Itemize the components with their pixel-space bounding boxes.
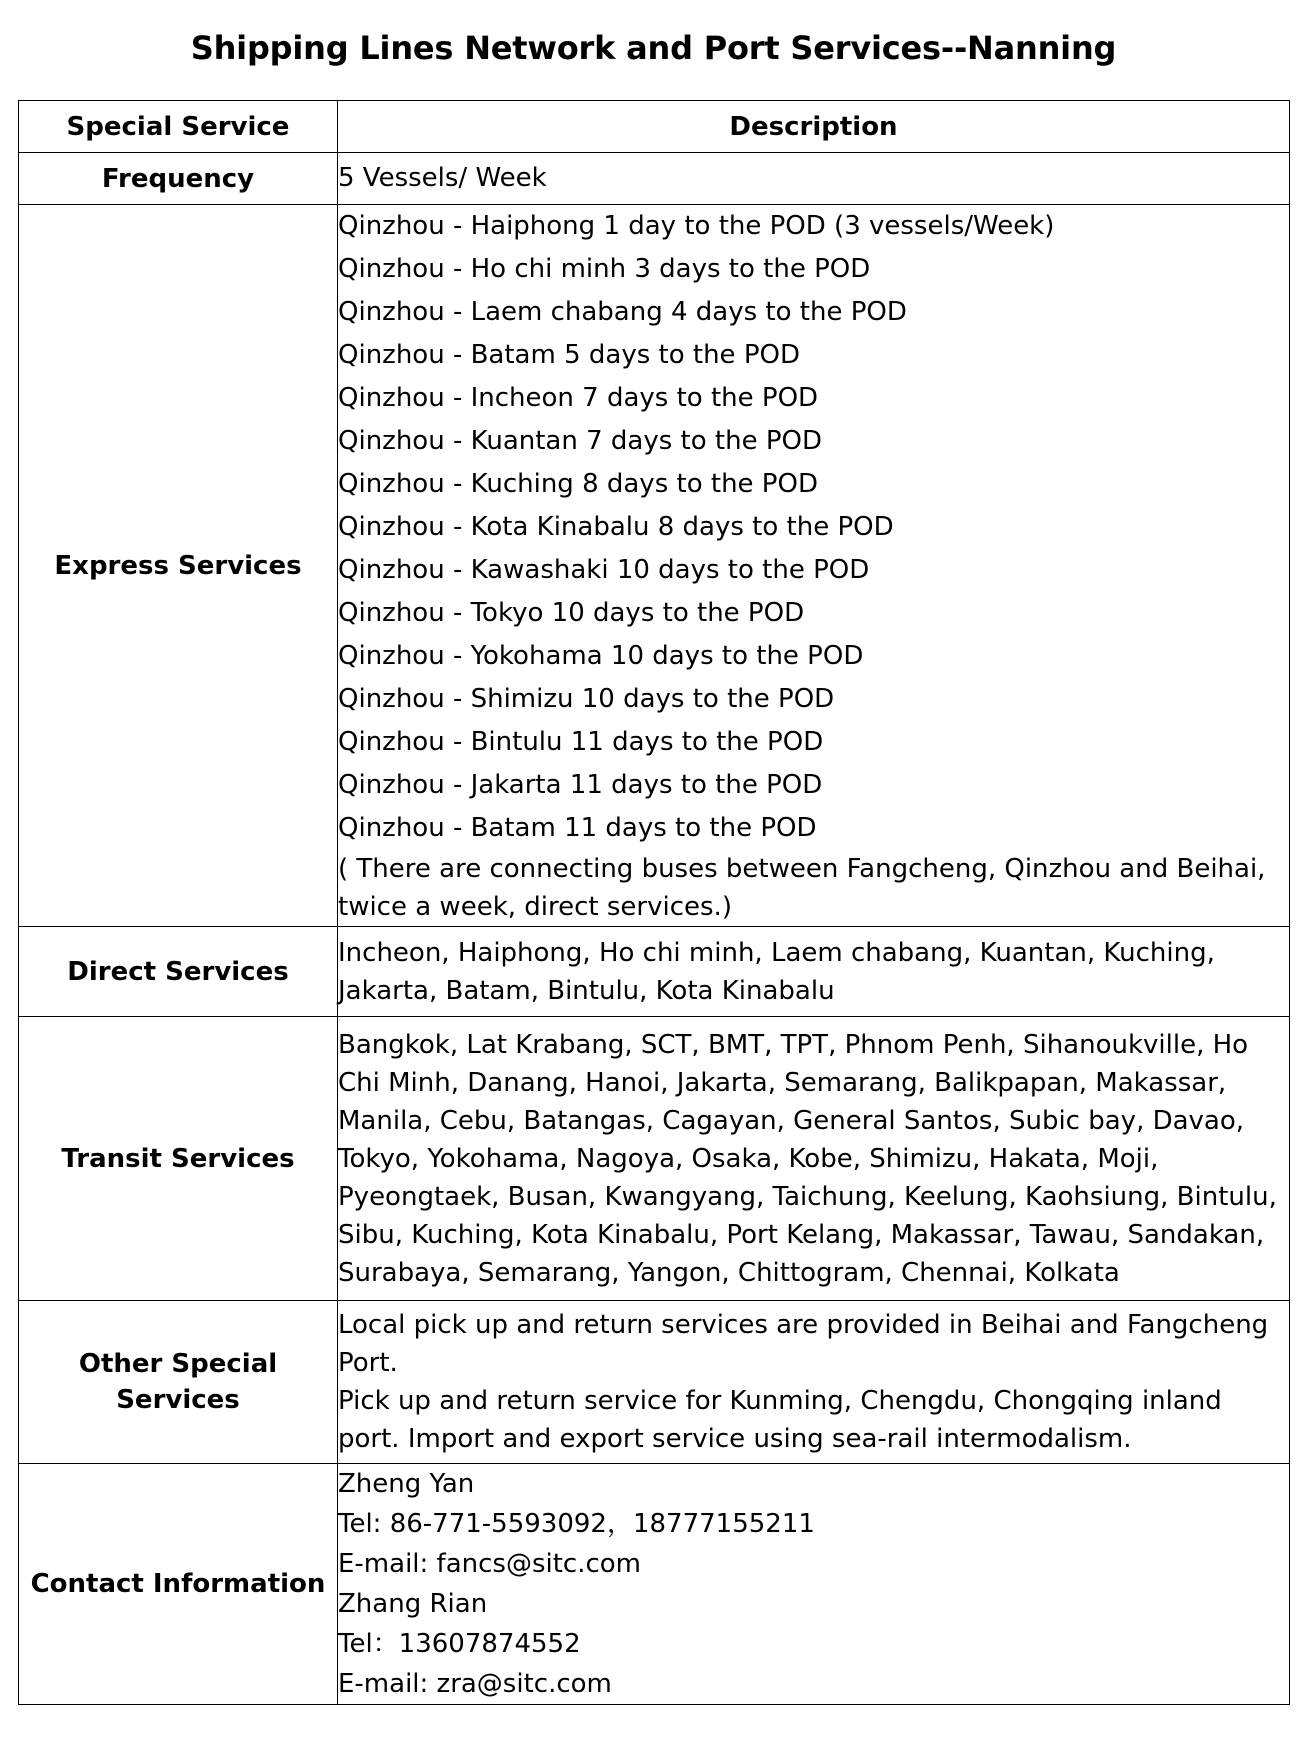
express-route: Qinzhou - Incheon 7 days to the POD [338,383,819,413]
express-route: Qinzhou - Batam 11 days to the POD [338,813,817,843]
express-route: Qinzhou - Kuantan 7 days to the POD [338,426,823,456]
express-route: Qinzhou - Tokyo 10 days to the POD [338,598,805,628]
contact-information-label: Contact Information [19,1464,338,1705]
table-header-row [19,101,1290,153]
express-route: Qinzhou - Haiphong 1 day to the POD (3 vessels/Week) [338,211,1055,241]
page-title: Shipping Lines Network and Port Services--Nanning [190,29,1117,67]
frequency-value [338,153,1290,205]
express-services-label: Express Services [19,205,338,927]
other-service-item: Local pick up and return services are provided in Beihai and Fangcheng Port. [338,1310,1269,1378]
contact-email: E-mail: fancs@sitc.com [338,1549,641,1579]
table-row-transit-services [19,1017,1290,1301]
express-route: Qinzhou - Shimizu 10 days to the POD [338,684,835,714]
table-row-direct-services [19,927,1290,1017]
table-row-frequency [19,153,1290,205]
express-route: Qinzhou - Laem chabang 4 days to the POD [338,297,907,327]
transit-services-description [338,1017,1290,1301]
express-route: Qinzhou - Yokohama 10 days to the POD [338,641,864,671]
contact-name: Zhang Rian [338,1589,488,1619]
other-special-services-label: Other Special Services [19,1301,338,1464]
express-route: Qinzhou - Jakarta 11 days to the POD [338,770,823,800]
services-table [18,100,1290,1705]
header-special-service: Special Service [19,101,338,153]
express-route: Qinzhou - Kota Kinabalu 8 days to the POD [338,512,894,542]
express-note: ( There are connecting buses between Fangcheng, Qinzhou and Beihai, twice a week, direct services.) [338,854,1266,922]
express-route: Qinzhou - Batam 5 days to the POD [338,340,800,370]
express-services-description [338,205,1290,927]
express-route: Qinzhou - Kuching 8 days to the POD [338,469,818,499]
contact-phone: Tel: 86-771-5593092，18777155211 [338,1509,815,1539]
direct-services-text: Incheon, Haiphong, Ho chi minh, Laem chabang, Kuantan, Kuching, Jakarta, Batam, Bintulu, Kota Kinabalu [338,937,1215,1006]
header-description: Description [338,101,1290,153]
express-route: Qinzhou - Kawashaki 10 days to the POD [338,555,870,585]
express-route: Qinzhou - Ho chi minh 3 days to the POD [338,254,871,284]
other-service-item: Pick up and return service for Kunming, Chengdu, Chongqing inland port. Import and export service using sea-rail intermodalism. [338,1386,1222,1454]
contact-name: Zheng Yan [338,1469,475,1499]
transit-services-label: Transit Services [19,1017,338,1301]
direct-services-description [338,927,1290,1017]
table-row-express-services [19,205,1290,927]
transit-services-text: Bangkok, Lat Krabang, SCT, BMT, TPT, Phnom Penh, Sihanoukville, Ho Chi Minh, Danang, Hanoi, Jakarta, Semarang, Balikpapan, Makassar, Manila, Cebu, Batangas, Cagayan, General Santos, Subic bay, Davao, Tokyo, Yokohama, Nagoya, Osaka, Kobe, Shimizu, Hakata, Moji, Pyeongtaek, Busan, Kwangyang, Taichung, Keelung, Kaohsiung, Bintulu, Sibu, Kuching, Kota Kinabalu, Port Kelang, Makassar, Tawau, Sandakan, Surabaya, Semarang, Yangon, Chittogram, Chennai, Kolkata [338,1029,1277,1288]
contact-email: E-mail: zra@sitc.com [338,1669,612,1699]
other-special-services-description [338,1301,1290,1464]
direct-services-label: Direct Services [19,927,338,1017]
contact-phone: Tel：13607874552 [338,1629,581,1659]
table-row-other-special-services [19,1301,1290,1464]
express-route: Qinzhou - Bintulu 11 days to the POD [338,727,824,757]
frequency-text: 5 Vessels/ Week [338,163,547,193]
contact-information-description [338,1464,1290,1705]
table-row-contact-information [19,1464,1290,1705]
frequency-label: Frequency [19,153,338,205]
